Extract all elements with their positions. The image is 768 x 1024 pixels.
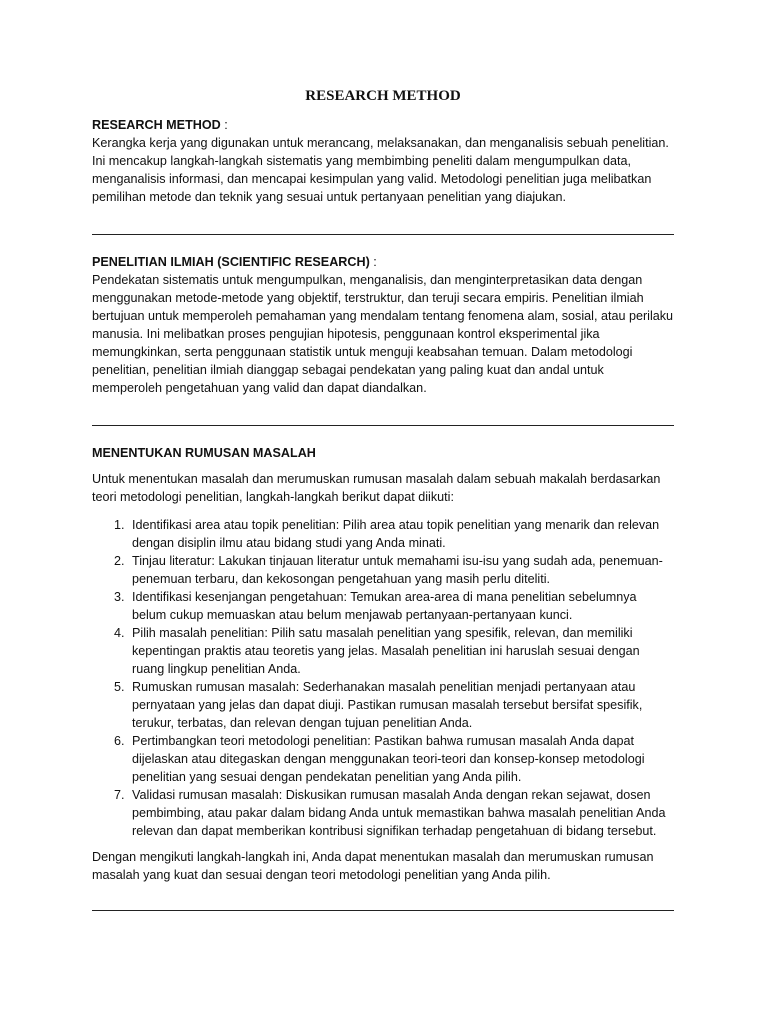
document-title: RESEARCH METHOD xyxy=(305,88,461,104)
horizontal-divider xyxy=(92,234,674,235)
document-page xyxy=(92,86,674,929)
section-heading-text: RESEARCH METHOD xyxy=(92,118,221,132)
horizontal-divider xyxy=(92,910,674,911)
section-body-scientific-research: Pendekatan sistematis untuk mengumpulkan, menganalisis, dan menginterpretasikan data dengan menggunakan metode-metode yang objektif, terstruktur, dan teruji secara empiris. Penelitian ilmiah bertujuan untuk memperoleh pemahaman yang mendalam tentang fenomena alam, sosial, atau perilaku manusia. Ini melibatkan proses pengujian hipotesis, penggunaan kontrol eksperimental jika memungkinkan, serta penggunaan statistik untuk menguji keabsahan temuan. Dalam metodologi penelitian, penelitian ilmiah dianggap sebagai pendekatan yang paling kuat dan andal untuk memperoleh pengetahuan yang valid dan dapat diandalkan. xyxy=(92,273,674,395)
list-item: 4. Pilih masalah penelitian: Pilih satu masalah penelitian yang spesifik, relevan, dan memiliki kepentingan praktis atau teoretis yang jelas. Masalah penelitian ini haruslah sesuai dengan ruang lingkup penelitian Anda. xyxy=(128,624,674,678)
list-item: 7. Validasi rumusan masalah: Diskusikan rumusan masalah Anda dengan rekan sejawat, dosen pembimbing, atau pakar dalam bidang Anda untuk memastikan bahwa masalah penelitian Anda relevan dan dapat memberikan kontribusi signifikan terhadap pengetahuan di bidang tersebut. xyxy=(128,786,674,840)
section-closing-rumusan-masalah: Dengan mengikuti langkah-langkah ini, Anda dapat menentukan masalah dan merumuskan rumusan masalah yang kuat dan sesuai dengan teori metodologi penelitian yang Anda pilih. xyxy=(92,850,654,882)
list-item: 1. Identifikasi area atau topik penelitian: Pilih area atau topik penelitian yang menarik dan relevan dengan disiplin ilmu atau bidang studi yang Anda minati. xyxy=(128,516,674,552)
list-item: 5. Rumuskan rumusan masalah: Sederhanakan masalah penelitian menjadi pertanyaan atau pernyataan yang jelas dan dapat diuji. Pastikan rumusan masalah tersebut bersifat spesifik, terukur, terbatas, dan relevan dengan tujuan penelitian Anda. xyxy=(128,678,674,732)
list-item: 2. Tinjau literatur: Lakukan tinjauan literatur untuk memahami isu-isu yang sudah ada, penemuan-penemuan terbaru, dan kekosongan pengetahuan yang masih perlu diteliti. xyxy=(128,552,674,588)
section-heading-scientific-research xyxy=(92,253,674,271)
list-item: 6. Pertimbangkan teori metodologi penelitian: Pastikan bahwa rumusan masalah Anda dapat dijelaskan atau ditegaskan dengan menggunakan teori-teori dan konsep-konsep metodologi penelitian yang sesuai dengan pendekatan penelitian yang Anda pilih. xyxy=(128,732,674,786)
section-heading-text: PENELITIAN ILMIAH (SCIENTIFIC RESEARCH) xyxy=(92,255,370,269)
section-heading-colon: : xyxy=(220,118,228,132)
horizontal-divider xyxy=(92,425,674,426)
section-heading-research-method xyxy=(92,116,674,134)
list-item: 3. Identifikasi kesenjangan pengetahuan: Temukan area-area di mana penelitian sebelumnya belum cukup memuaskan atau belum menjawab pertanyaan-pertanyaan kunci. xyxy=(128,588,674,624)
section-heading-colon: : xyxy=(369,255,377,269)
section-intro-rumusan-masalah: Untuk menentukan masalah dan merumuskan rumusan masalah dalam sebuah makalah berdasarkan teori metodologi penelitian, langkah-langkah berikut dapat diikuti: xyxy=(92,472,661,504)
steps-list xyxy=(92,516,674,840)
section-heading-rumusan-masalah: MENENTUKAN RUMUSAN MASALAH xyxy=(92,446,316,460)
section-body-research-method: Kerangka kerja yang digunakan untuk merancang, melaksanakan, dan menganalisis sebuah penelitian. Ini mencakup langkah-langkah sistematis yang membimbing peneliti dalam mengumpulkan data, menganalisis informasi, dan mencapai kesimpulan yang valid. Metodologi penelitian juga melibatkan pemilihan metode dan teknik yang sesuai untuk pertanyaan penelitian yang diajukan. xyxy=(92,136,669,204)
